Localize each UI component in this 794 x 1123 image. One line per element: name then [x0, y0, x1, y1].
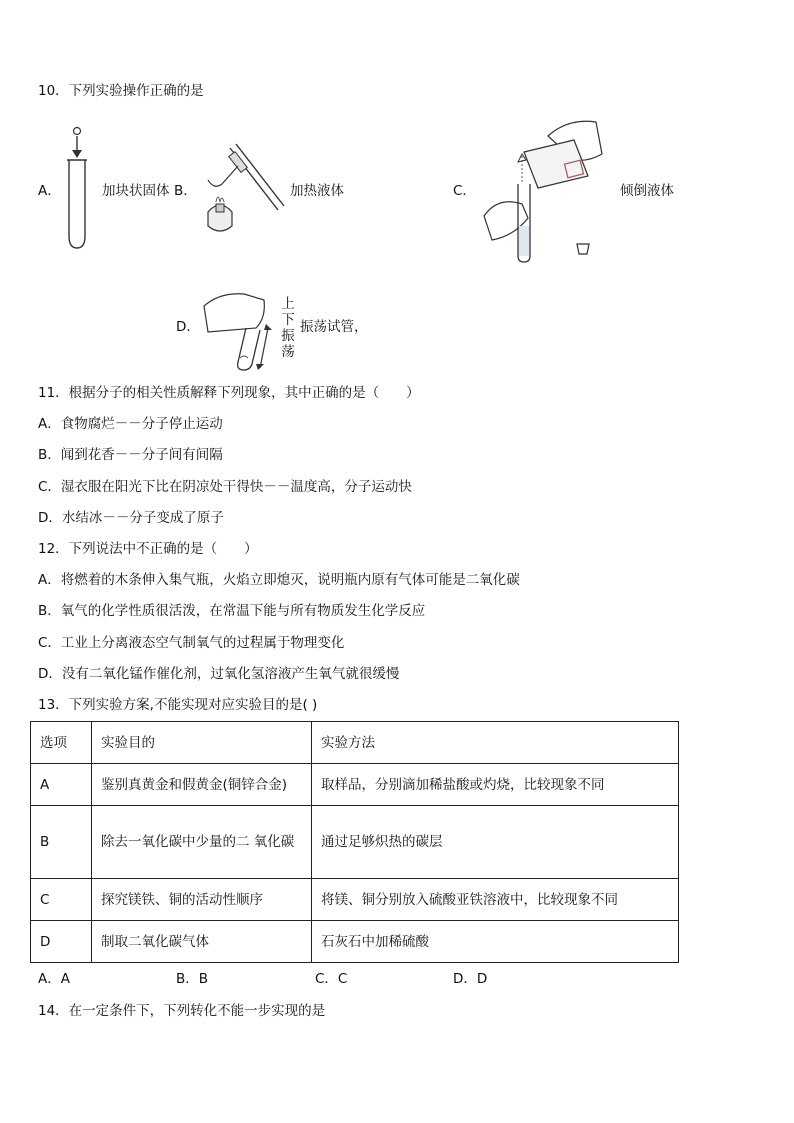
q12-option-c: C．工业上分离液态空气制氧气的过程属于物理变化	[38, 635, 345, 651]
q14-stem: 14．在一定条件下，下列转化不能一步实现的是	[38, 1003, 326, 1019]
q13-answer-d: D．D	[453, 971, 488, 987]
table-cell: 制取二氧化碳气体	[92, 921, 312, 963]
table-cell: 探究镁铁、铜的活动性顺序	[92, 879, 312, 921]
table-cell: 取样品，分别滴加稀盐酸或灼烧，比较现象不同	[312, 764, 679, 806]
q12-option-d: D．没有二氧化锰作催化剂，过氧化氢溶液产生氧气就很缓慢	[38, 666, 400, 682]
table-cell: 除去一氧化碳中少量的二 氧化碳	[92, 806, 312, 879]
table-header-cell: 实验方法	[312, 722, 679, 764]
table-row	[31, 921, 679, 963]
q12-option-b: B．氧气的化学性质很活泼，在常温下能与所有物质发生化学反应	[38, 603, 426, 619]
stopper-figure	[574, 240, 592, 258]
table-row	[31, 806, 679, 879]
table-header-cell: 选项	[31, 722, 92, 764]
q12-option-a: A．将燃着的木条伸入集气瓶，火焰立即熄灭，说明瓶内原有气体可能是二氧化碳	[38, 572, 520, 588]
q11-option-a: A．食物腐烂－－分子停止运动	[38, 416, 223, 432]
table-cell: B	[31, 806, 92, 879]
table-cell: C	[31, 879, 92, 921]
q10-stem: 10．下列实验操作正确的是	[38, 83, 204, 99]
q13-options-table	[30, 721, 679, 963]
q11-option-c: C．湿衣服在阳光下比在阴凉处干得快－－温度高，分子运动快	[38, 479, 412, 495]
table-cell: 通过足够炽热的碳层	[312, 806, 679, 879]
test-tube-solid-figure	[60, 124, 94, 252]
table-header-row	[31, 722, 679, 764]
q13-stem: 13．下列实验方案,不能实现对应实验目的是( )	[38, 697, 318, 713]
shaking-test-tube-figure	[200, 288, 274, 374]
q10-option-b-letter: B．	[174, 183, 197, 199]
q13-answer-c: C．C	[315, 971, 348, 987]
q12-stem: 12．下列说法中不正确的是（ ）	[38, 541, 258, 557]
table-cell: A	[31, 764, 92, 806]
heating-liquid-figure	[200, 140, 286, 240]
table-cell: 鉴别真黄金和假黄金(铜锌合金)	[92, 764, 312, 806]
q11-stem: 11．根据分子的相关性质解释下列现象，其中正确的是（ ）	[38, 385, 420, 401]
q11-option-d: D．水结冰－－分子变成了原子	[38, 510, 224, 526]
table-cell: 将镁、铜分别放入硫酸亚铁溶液中，比较现象不同	[312, 879, 679, 921]
table-row	[31, 764, 679, 806]
q10-option-d-text: 振荡试管，	[300, 319, 368, 335]
q10-option-c-letter: C．	[453, 183, 476, 199]
q10-option-a-letter: A．	[38, 183, 61, 199]
q10-option-b-text: 加热液体	[290, 183, 344, 199]
q13-answer-a: A．A	[38, 971, 70, 987]
table-row	[31, 879, 679, 921]
table-cell: D	[31, 921, 92, 963]
q13-answer-b: B．B	[176, 971, 209, 987]
q10-option-c-text: 倾倒液体	[620, 183, 674, 199]
q11-option-b: B．闻到花香－－分子间有间隔	[38, 447, 223, 463]
q10-option-a-text: 加块状固体	[102, 183, 170, 199]
table-header-cell: 实验目的	[92, 722, 312, 764]
q10-option-d-letter: D．	[176, 319, 200, 335]
table-cell: 石灰石中加稀硫酸	[312, 921, 679, 963]
q10-option-d-arrow-label: 上下振荡	[281, 296, 295, 360]
